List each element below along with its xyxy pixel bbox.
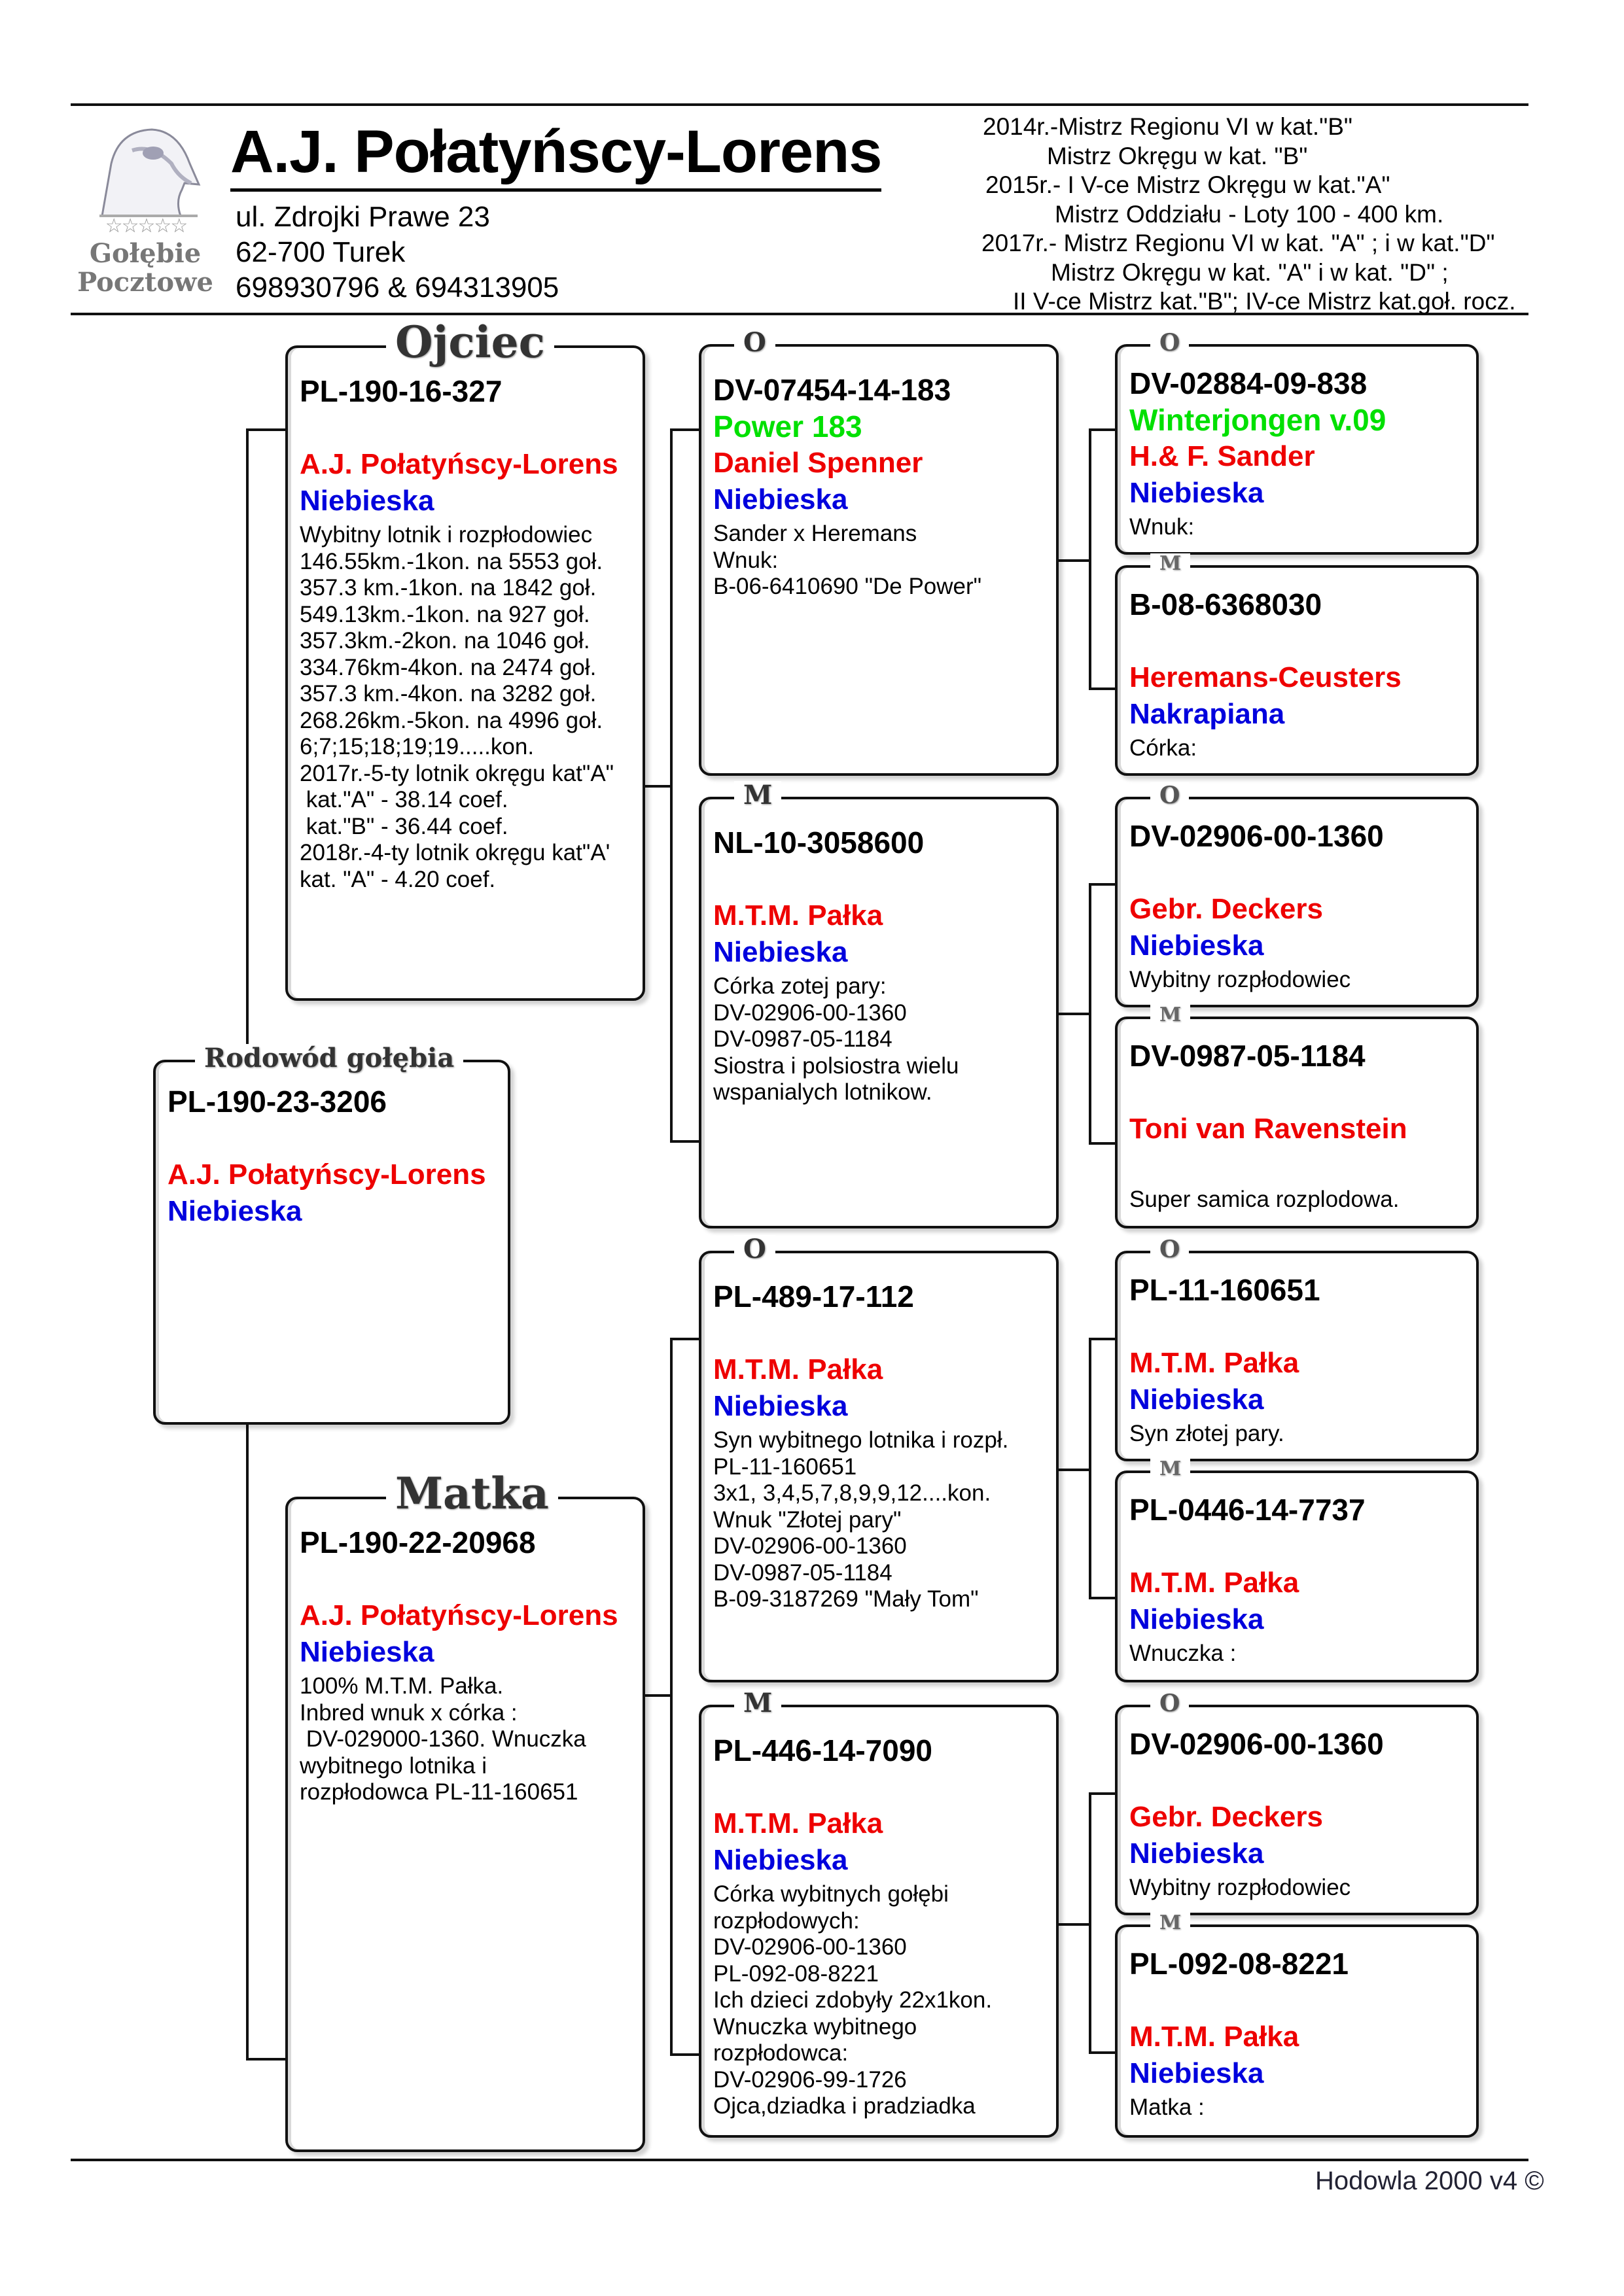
ring-number: PL-0446-14-7737 <box>1129 1493 1366 1527</box>
note-line: 357.3 km.-4kon. na 3282 goł. <box>300 681 597 706</box>
connector-line <box>1089 1597 1115 1599</box>
sire-label: O <box>1150 782 1189 809</box>
note-line: B-09-3187269 "Mały Tom" <box>713 1586 979 1612</box>
dam-label: M <box>734 1689 781 1718</box>
great-grandparent-card-mff[interactable] <box>1115 1236 1479 1461</box>
dam-label: M <box>1150 1913 1190 1934</box>
connector-line <box>670 428 699 431</box>
ring-number: DV-0987-05-1184 <box>1129 1039 1366 1073</box>
note-line: Wnuk: <box>1129 514 1195 540</box>
connector-line <box>1089 1792 1091 2054</box>
pigeon-notes <box>1129 967 1470 994</box>
award-item: II V-ce Mistrz kat."B"; IV-ce Mistrz kat.goł. rocz. <box>1013 288 1516 315</box>
dam-label: M <box>1150 1459 1190 1480</box>
connector-line <box>246 428 249 1056</box>
award-item: 2015r.- I V-ce Mistrz Okręgu w kat."A" <box>985 171 1390 198</box>
breeder-name: A.J. Połatyńscy-Lorens <box>168 1158 486 1191</box>
note-line: Wybitny lotnik i rozpłodowiec <box>300 522 593 548</box>
father-label: Ojciec <box>386 319 554 365</box>
ring-number: DV-02906-00-1360 <box>1129 819 1384 853</box>
pigeon-notes <box>713 1881 1050 2120</box>
award-item: 2014r.-Mistrz Regionu VI w kat."B" <box>983 113 1353 140</box>
breeder-name: H.& F. Sander <box>1129 440 1315 472</box>
pigeon-color: Niebieska <box>1129 1837 1264 1870</box>
pigeon-color: Niebieska <box>300 485 434 517</box>
pigeon-color: Niebieska <box>1129 2057 1264 2089</box>
note-line: 268.26km.-5kon. na 4996 goł. <box>300 707 603 733</box>
great-grandparent-card-fmf[interactable] <box>1115 782 1479 1007</box>
connector-line <box>1089 428 1115 431</box>
club-logo <box>73 118 217 307</box>
note-line: kat."B" - 36.44 coef. <box>300 813 508 839</box>
note-line: 2018r.-4-ty lotnik okręgu kat"A' <box>300 840 610 865</box>
dam-label: M <box>1150 1005 1190 1026</box>
pigeon-color: Niebieska <box>1129 1603 1264 1635</box>
dam-label: M <box>1150 553 1190 574</box>
note-line: PL-092-08-8221 <box>713 1960 879 1987</box>
connector-line <box>670 1140 699 1143</box>
logo-stars: ☆☆☆☆☆ <box>105 215 187 237</box>
connector-line <box>1089 883 1115 886</box>
ring-number: PL-11-160651 <box>1129 1273 1320 1307</box>
connector-line <box>670 2053 699 2056</box>
note-line: DV-02906-00-1360 <box>713 1533 907 1559</box>
note-line: 357.3 km.-1kon. na 1842 goł. <box>300 575 597 600</box>
note-line: Syn wybitnego lotnika i rozpł. <box>713 1427 1009 1453</box>
ring-number: DV-07454-14-183 <box>713 373 951 407</box>
note-line: DV-02906-00-1360 <box>713 1000 907 1026</box>
great-grandparent-card-ffm[interactable] <box>1115 552 1479 776</box>
note-line: Super samica rozplodowa. <box>1129 1187 1400 1212</box>
pigeon-notes <box>1129 1641 1470 1667</box>
note-line: Wnuczka wybitnego <box>713 2013 917 2040</box>
pigeon-color: Niebieska <box>168 1195 302 1227</box>
note-line: Wnuk: <box>713 547 779 573</box>
note-line: Córka wybitnych gołębi <box>713 1881 949 1907</box>
connector-line <box>645 785 671 788</box>
header-top-rule <box>71 103 1528 106</box>
dam-label: M <box>734 781 781 810</box>
breeder-name: Daniel Spenner <box>713 447 923 479</box>
ring-number: PL-092-08-8221 <box>1129 1947 1349 1981</box>
award-item: Mistrz Okręgu w kat. "B" <box>1047 142 1308 169</box>
ring-number: PL-489-17-112 <box>713 1279 914 1313</box>
connector-line <box>1089 2051 1115 2054</box>
subject-card[interactable] <box>153 1043 510 1425</box>
pigeon-notes <box>713 521 1050 600</box>
breeder-name: M.T.M. Pałka <box>1129 1567 1299 1599</box>
note-line: Syn złotej pary. <box>1129 1421 1284 1446</box>
connector-line <box>246 428 285 431</box>
award-item: Mistrz Okręgu w kat. "A" i w kat. "D" ; <box>1051 258 1449 286</box>
connector-line <box>1089 883 1091 1145</box>
logo-text-line1: Gołębie <box>89 238 202 269</box>
ring-number: DV-02884-09-838 <box>1129 366 1368 400</box>
note-line: Wnuczka : <box>1129 1641 1237 1666</box>
pigeon-notes <box>1129 514 1470 541</box>
address-city: 62-700 Turek <box>236 236 406 268</box>
footer-copyright: Hodowla 2000 v4 © <box>1315 2166 1544 2195</box>
breeder-name: A.J. Połatyńscy-Lorens <box>300 1599 618 1631</box>
pigeon-color: Niebieska <box>713 483 848 515</box>
paternal-grandmother-card[interactable] <box>699 780 1059 1228</box>
mother-card[interactable] <box>285 1468 645 2152</box>
great-grandparent-card-mmf[interactable] <box>1115 1690 1479 1915</box>
connector-line <box>1059 1923 1091 1926</box>
maternal-grandmother-card[interactable] <box>699 1688 1059 2138</box>
address-street: ul. Zdrojki Prawe 23 <box>236 201 490 233</box>
sire-label: O <box>1150 330 1189 356</box>
note-line: Wybitny rozpłodowiec <box>1129 1875 1351 1900</box>
ring-number: PL-190-16-327 <box>300 374 503 408</box>
breeder-name: Heremans-Ceusters <box>1129 661 1402 693</box>
connector-line <box>645 1694 671 1697</box>
note-line: B-06-6410690 "De Power" <box>713 574 982 599</box>
note-line: DV-029000-1360. Wnuczka <box>300 1726 586 1752</box>
sire-label: O <box>734 328 775 357</box>
breeder-name: M.T.M. Pałka <box>713 1807 883 1839</box>
ring-number: DV-02906-00-1360 <box>1129 1727 1384 1761</box>
note-line: 100% M.T.M. Pałka. <box>300 1673 504 1699</box>
note-line: kat. "A" - 4.20 coef. <box>300 866 496 892</box>
note-line: wybitnego lotnika i <box>300 1752 487 1779</box>
note-line: DV-0987-05-1184 <box>713 1559 892 1586</box>
pigeon-color: Nakrapiana <box>1129 698 1285 730</box>
breeder-name: M.T.M. Pałka <box>713 1353 883 1385</box>
connector-line <box>1059 559 1091 562</box>
connector-line <box>246 2058 285 2061</box>
award-item: 2017r.- Mistrz Regionu VI w kat. "A" ; i w kat."D" <box>981 230 1495 256</box>
note-line: DV-02906-99-1726 <box>713 2066 907 2093</box>
connector-line <box>1089 1338 1091 1599</box>
great-grandparent-card-mmm[interactable] <box>1115 1911 1479 2138</box>
note-line: Ich dzieci zdobyły 22x1kon. <box>713 1987 993 2013</box>
ring-number: PL-190-23-3206 <box>168 1085 387 1119</box>
paternal-grandfather-card[interactable] <box>699 327 1059 776</box>
pigeon-notes <box>300 1673 636 1806</box>
pigeon-notes <box>300 522 636 893</box>
breeder-name: Gebr. Deckers <box>1129 893 1323 925</box>
breeder-name: M.T.M. Pałka <box>713 899 883 931</box>
note-line: Siostra i polsiostra wielu <box>713 1052 959 1079</box>
pigeon-notes <box>1129 1421 1470 1448</box>
pigeon-head-logo-icon <box>93 124 204 222</box>
note-line: 549.13km.-1kon. na 927 goł. <box>300 601 590 627</box>
footer-rule <box>71 2159 1528 2161</box>
subject-label: Rodowód gołębia <box>195 1044 463 1073</box>
note-line: Inbred wnuk x córka : <box>300 1699 518 1726</box>
ring-number: PL-190-22-20968 <box>300 1525 536 1559</box>
pigeon-notes <box>713 1427 1050 1613</box>
sire-label: O <box>1150 1236 1189 1262</box>
connector-line <box>1089 687 1115 690</box>
note-line: Sander x Heremans <box>713 521 917 546</box>
note-line: Córka: <box>1129 735 1197 761</box>
breeder-name: Gebr. Deckers <box>1129 1801 1323 1833</box>
connector-line <box>1059 1013 1091 1015</box>
connector-line <box>1089 1142 1115 1145</box>
great-grandparent-card-fmm[interactable] <box>1115 1003 1479 1228</box>
breeder-name: A.J. Połatyńscy-Lorens <box>300 448 618 480</box>
note-line: wspanialych lotnikow. <box>713 1079 932 1105</box>
ring-number: PL-446-14-7090 <box>713 1733 932 1767</box>
logo-text-line2: Pocztowe <box>77 267 213 298</box>
breeder-name: Toni van Ravenstein <box>1129 1113 1407 1145</box>
note-line: kat."A" - 38.14 coef. <box>300 787 508 812</box>
pigeon-color: Niebieska <box>713 936 848 968</box>
mother-label: Matka <box>386 1470 558 1516</box>
note-line: Córka zotej pary: <box>713 973 887 999</box>
pigeon-color: Niebieska <box>1129 1383 1264 1416</box>
connector-line <box>670 1338 673 2056</box>
note-line: DV-0987-05-1184 <box>713 1026 892 1052</box>
connector-line <box>1089 428 1091 690</box>
pigeon-notes <box>713 973 1050 1106</box>
pigeon-color: Niebieska <box>300 1636 434 1668</box>
breeder-title: A.J. Połatyńscy-Lorens <box>230 119 881 192</box>
note-line: Ojca,dziadka i pradziadka <box>713 2093 976 2119</box>
great-grandparent-card-fff[interactable] <box>1115 329 1479 555</box>
sire-label: O <box>734 1235 775 1264</box>
pigeon-color: Niebieska <box>713 1390 848 1422</box>
note-line: 2017r.-5-ty lotnik okręgu kat"A" <box>300 760 614 786</box>
pigeon-notes <box>1129 2095 1470 2121</box>
pigeon-name: Power 183 <box>713 409 862 444</box>
note-line: PL-11-160651 <box>713 1453 857 1480</box>
pigeon-name: Winterjongen v.09 <box>1129 403 1386 437</box>
connector-line <box>1089 1792 1115 1795</box>
note-line: 6;7;15;18;19;19.....kon. <box>300 734 535 759</box>
connector-line <box>1089 1338 1115 1340</box>
note-line: 3x1, 3,4,5,7,8,9,9,12....kon. <box>713 1480 991 1506</box>
pigeon-notes <box>1129 1875 1470 1902</box>
father-card[interactable] <box>285 317 645 1001</box>
ring-number: B-08-6368030 <box>1129 587 1322 621</box>
phone-numbers: 698930796 & 694313905 <box>236 271 559 304</box>
note-line: 334.76km-4kon. na 2474 goł. <box>300 654 597 680</box>
great-grandparent-card-mfm[interactable] <box>1115 1457 1479 1682</box>
pigeon-notes <box>1129 735 1470 762</box>
note-line: Wybitny rozpłodowiec <box>1129 967 1351 992</box>
award-item: Mistrz Oddziału - Loty 100 - 400 km. <box>1055 200 1444 228</box>
pigeon-notes <box>1129 1187 1470 1213</box>
connector-line <box>670 428 673 1143</box>
note-line: Wnuk "Złotej pary" <box>713 1506 902 1533</box>
note-line: 146.55km.-1kon. na 5553 goł. <box>300 548 603 574</box>
note-line: rozpłodowych: <box>713 1907 860 1934</box>
sire-label: O <box>1150 1690 1189 1716</box>
ring-number: NL-10-3058600 <box>713 826 925 860</box>
pigeon-color: Niebieska <box>1129 930 1264 962</box>
breeder-name: M.T.M. Pałka <box>1129 1347 1299 1379</box>
maternal-grandfather-card[interactable] <box>699 1234 1059 1682</box>
note-line: rozpłodowca: <box>713 2040 849 2066</box>
pigeon-color: Niebieska <box>713 1844 848 1876</box>
connector-line <box>1059 1469 1091 1471</box>
awards-list <box>968 113 1538 317</box>
note-line: DV-02906-00-1360 <box>713 1934 907 1960</box>
note-line: 357.3km.-2kon. na 1046 goł. <box>300 628 590 653</box>
note-line: Matka : <box>1129 2095 1205 2120</box>
connector-line <box>670 1338 699 1340</box>
pigeon-color: Niebieska <box>1129 477 1264 509</box>
note-line: rozpłodowca PL-11-160651 <box>300 1779 578 1805</box>
breeder-name: M.T.M. Pałka <box>1129 2021 1299 2053</box>
connector-line <box>246 1423 249 2061</box>
